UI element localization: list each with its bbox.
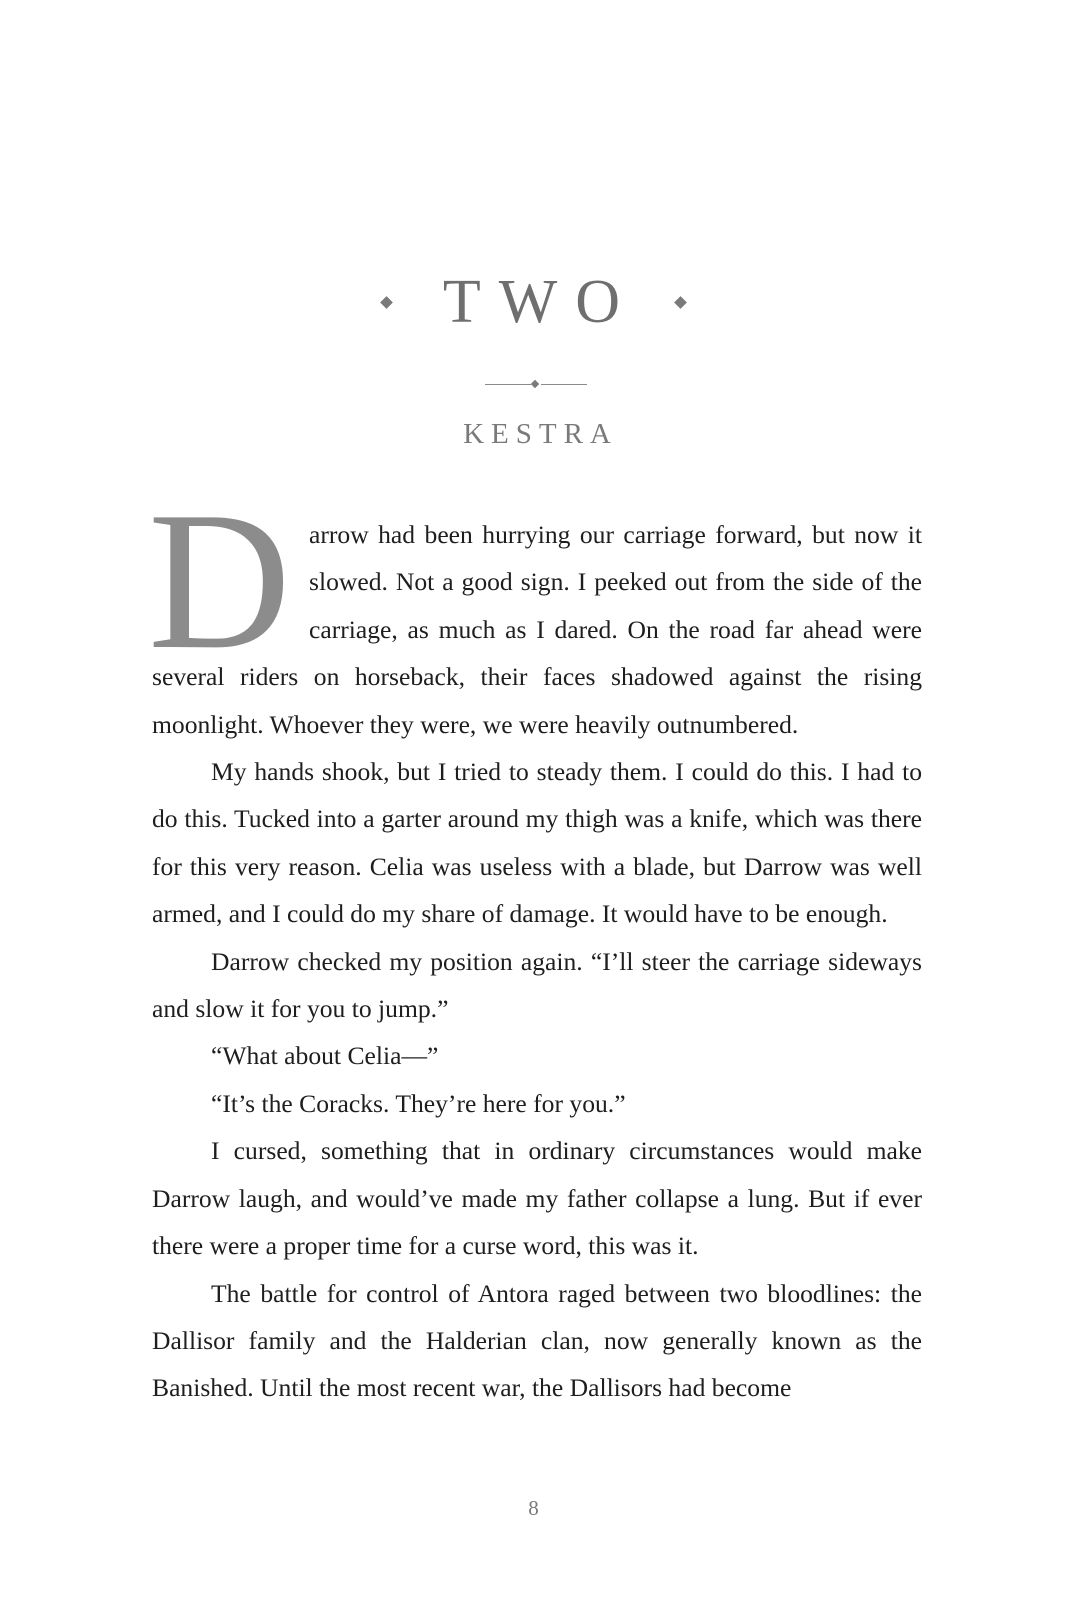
paragraph-1-text: arrow had been hurrying our carriage forward, but now it slowed. Not a good sign. I peeked out from the side of the carriage, as much as I dared. On the road far ahead were several riders on horseback, their faces shadowed against the rising moonlight. Whoever they were, we were heavily outnumbered. — [152, 520, 922, 739]
paragraph-4: “What about Celia—” — [211, 1041, 439, 1071]
divider-diamond-icon — [531, 380, 539, 388]
paragraph-2: My hands shook, but I tried to steady them. I could do this. I had to do this. Tucked into a garter around my thigh was a knife, which was there for this very reason. Celia was useless with a blade, but Darrow was well armed, and I could do my share of damage. It would have to be enough. — [152, 757, 922, 929]
divider-line-right — [541, 384, 587, 385]
chapter-number: TWO — [442, 268, 639, 336]
paragraph-6: I cursed, something that in ordinary circumstances would make Darrow laugh, and would’ve made my father collapse a lung. But if ever there were a proper time for a curse word, this was it. — [152, 1136, 922, 1261]
paragraph-1 — [148, 471, 922, 748]
chapter-number-row — [0, 266, 1067, 338]
divider-line-left — [485, 384, 531, 385]
right-diamond-ornament-icon — [674, 296, 687, 309]
paragraph-7: The battle for control of Antora raged between two bloodlines: the Dallisor family and the Halderian clan, now generally known as the Banished. Until the most recent war, the Dallisors had become — [152, 1278, 922, 1403]
ornamental-divider — [485, 384, 587, 386]
chapter-body — [148, 471, 922, 1412]
drop-cap: D — [148, 471, 291, 690]
chapter-header — [0, 266, 1067, 338]
page-number: 8 — [528, 1496, 539, 1520]
paragraph-3: Darrow checked my position again. “I’ll steer the carriage sideways and slow it for you to jump.” — [152, 946, 922, 1024]
paragraph-5: “It’s the Coracks. They’re here for you.” — [211, 1088, 626, 1118]
chapter-character-name: KESTRA — [463, 418, 618, 450]
left-diamond-ornament-icon — [380, 296, 393, 309]
